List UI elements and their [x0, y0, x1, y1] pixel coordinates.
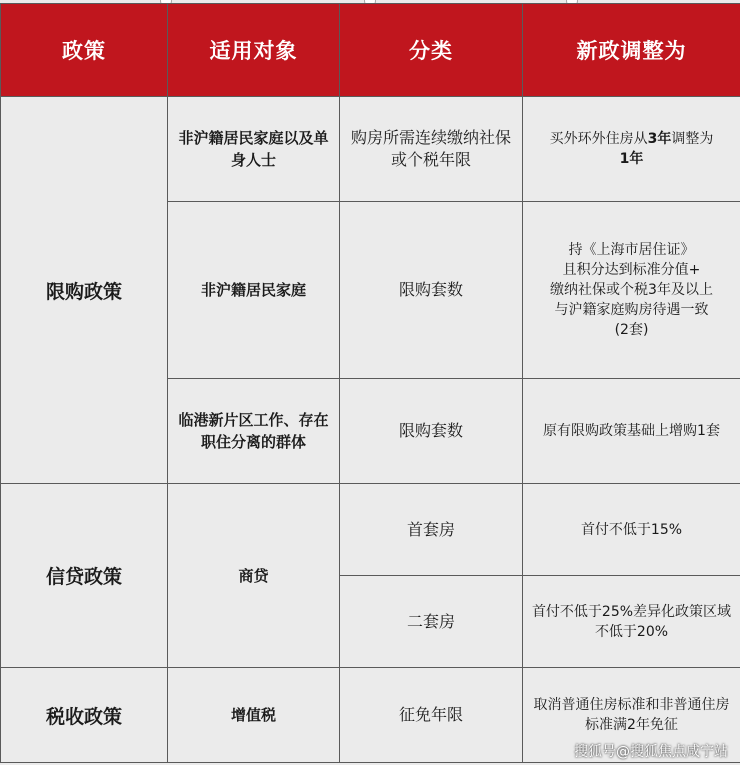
table-row: [1, 484, 740, 576]
change-cell: [523, 202, 740, 379]
category-cell: 首套房: [340, 484, 523, 576]
category-cell: 限购套数: [340, 379, 523, 484]
policy-table: [0, 3, 740, 763]
change-cell: 首付不低于25%差异化政策区域不低于20%: [523, 576, 740, 668]
watermark: 搜狐号@搜狐焦点咸宁站: [574, 744, 728, 760]
change-line: 缴纳社保或个税3年及以上: [550, 282, 713, 298]
change-line: 持《上海市居住证》: [568, 242, 695, 258]
change-line: 与沪籍家庭购房待遇一致: [554, 302, 709, 318]
change-line: (2套): [614, 322, 649, 338]
policy-cell-tax: 税收政策: [1, 668, 168, 763]
change-line: 且积分达到标准分值+: [562, 262, 701, 278]
category-cell: 购房所需连续缴纳社保或个税年限: [340, 97, 523, 202]
policy-cell-restrict: 限购政策: [1, 97, 168, 484]
target-cell: 临港新片区工作、存在职住分离的群体: [168, 379, 340, 484]
policy-cell-credit: 信贷政策: [1, 484, 168, 668]
header-new-policy: 新政调整为: [523, 4, 740, 97]
target-cell: 非沪籍居民家庭: [168, 202, 340, 379]
target-cell: 增值税: [168, 668, 340, 763]
change-cell: 原有限购政策基础上增购1套: [523, 379, 740, 484]
header-target: 适用对象: [168, 4, 340, 97]
change-bold: 3年: [647, 131, 672, 147]
change-cell: 首付不低于15%: [523, 484, 740, 576]
change-text: 买外环外住房从: [549, 131, 648, 147]
category-cell: 二套房: [340, 576, 523, 668]
header-policy: 政策: [1, 4, 168, 97]
table-row: [1, 97, 740, 202]
change-cell: [523, 97, 740, 202]
header-category: 分类: [340, 4, 523, 97]
change-cell: 取消普通住房标准和非普通住房标准满2年免征: [523, 668, 740, 763]
header-row: [1, 4, 740, 97]
category-cell: 限购套数: [340, 202, 523, 379]
category-cell: 征免年限: [340, 668, 523, 763]
target-cell: 非沪籍居民家庭以及单身人士: [168, 97, 340, 202]
change-bold: 1年: [619, 151, 644, 167]
change-text: 调整为: [671, 131, 714, 147]
target-cell: 商贷: [168, 484, 340, 668]
